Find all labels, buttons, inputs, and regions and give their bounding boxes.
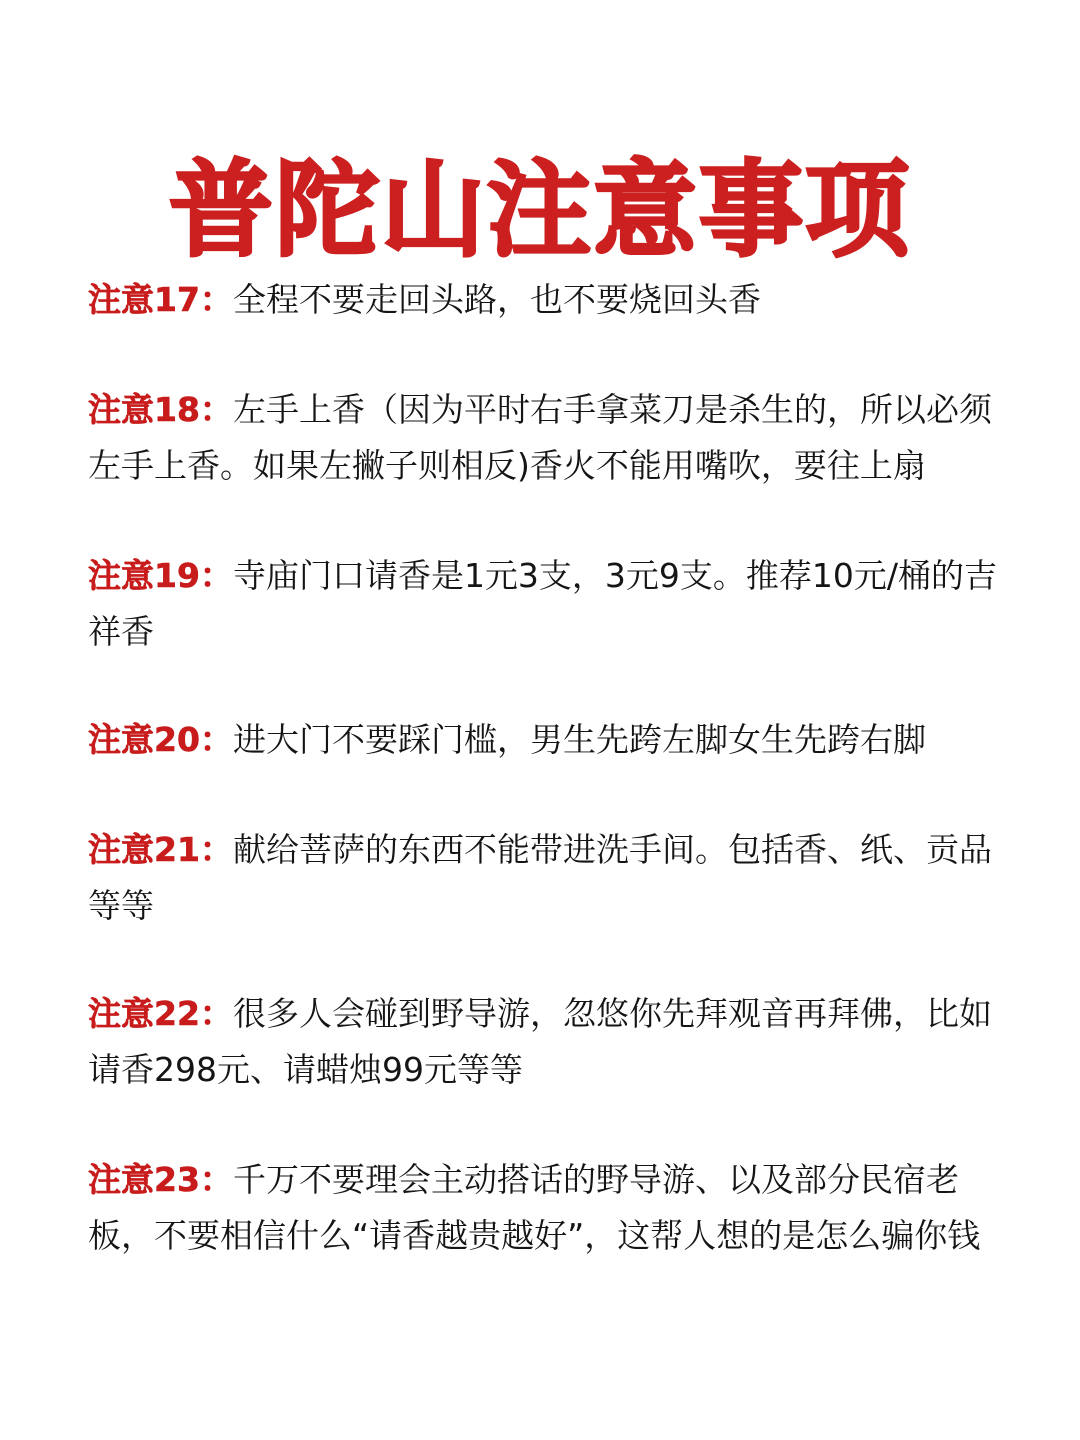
- note-label: 注意20：: [88, 720, 233, 759]
- note-text: 寺庙门口请香是1元3支，3元9支。推荐10元/桶的吉祥香: [88, 556, 998, 651]
- note-item: [88, 822, 1008, 934]
- note-text: 献给菩萨的东西不能带进洗手间。包括香、纸、贡品等等: [88, 830, 992, 925]
- note-item: [88, 548, 1008, 660]
- note-item: [88, 986, 1008, 1098]
- note-label: 注意23：: [88, 1160, 233, 1199]
- note-item: [88, 382, 1008, 494]
- page-title: 普陀山注意事项: [168, 148, 911, 271]
- note-text: 全程不要走回头路，也不要烧回头香: [232, 280, 761, 319]
- note-label: 注意22：: [88, 994, 233, 1033]
- note-label: 注意21：: [88, 830, 233, 869]
- note-text: 进大门不要踩门槛，男生先跨左脚女生先跨右脚: [232, 720, 926, 759]
- note-label: 注意19：: [88, 556, 233, 595]
- note-label: 注意18：: [88, 390, 233, 429]
- note-item: [88, 712, 1008, 768]
- note-item: [88, 272, 1008, 328]
- note-text: 左手上香（因为平时右手拿菜刀是杀生的，所以必须左手上香。如果左撇子则相反)香火不能用嘴吹，要往上扇: [88, 390, 992, 485]
- note-item: [88, 1152, 1008, 1264]
- note-label: 注意17：: [88, 280, 233, 319]
- note-text: 千万不要理会主动搭话的野导游、以及部分民宿老板，不要相信什么“请香越贵越好”，这帮人想的是怎么骗你钱: [88, 1160, 981, 1255]
- note-text: 很多人会碰到野导游，忽悠你先拜观音再拜佛，比如请香298元、请蜡烛99元等等: [88, 994, 992, 1089]
